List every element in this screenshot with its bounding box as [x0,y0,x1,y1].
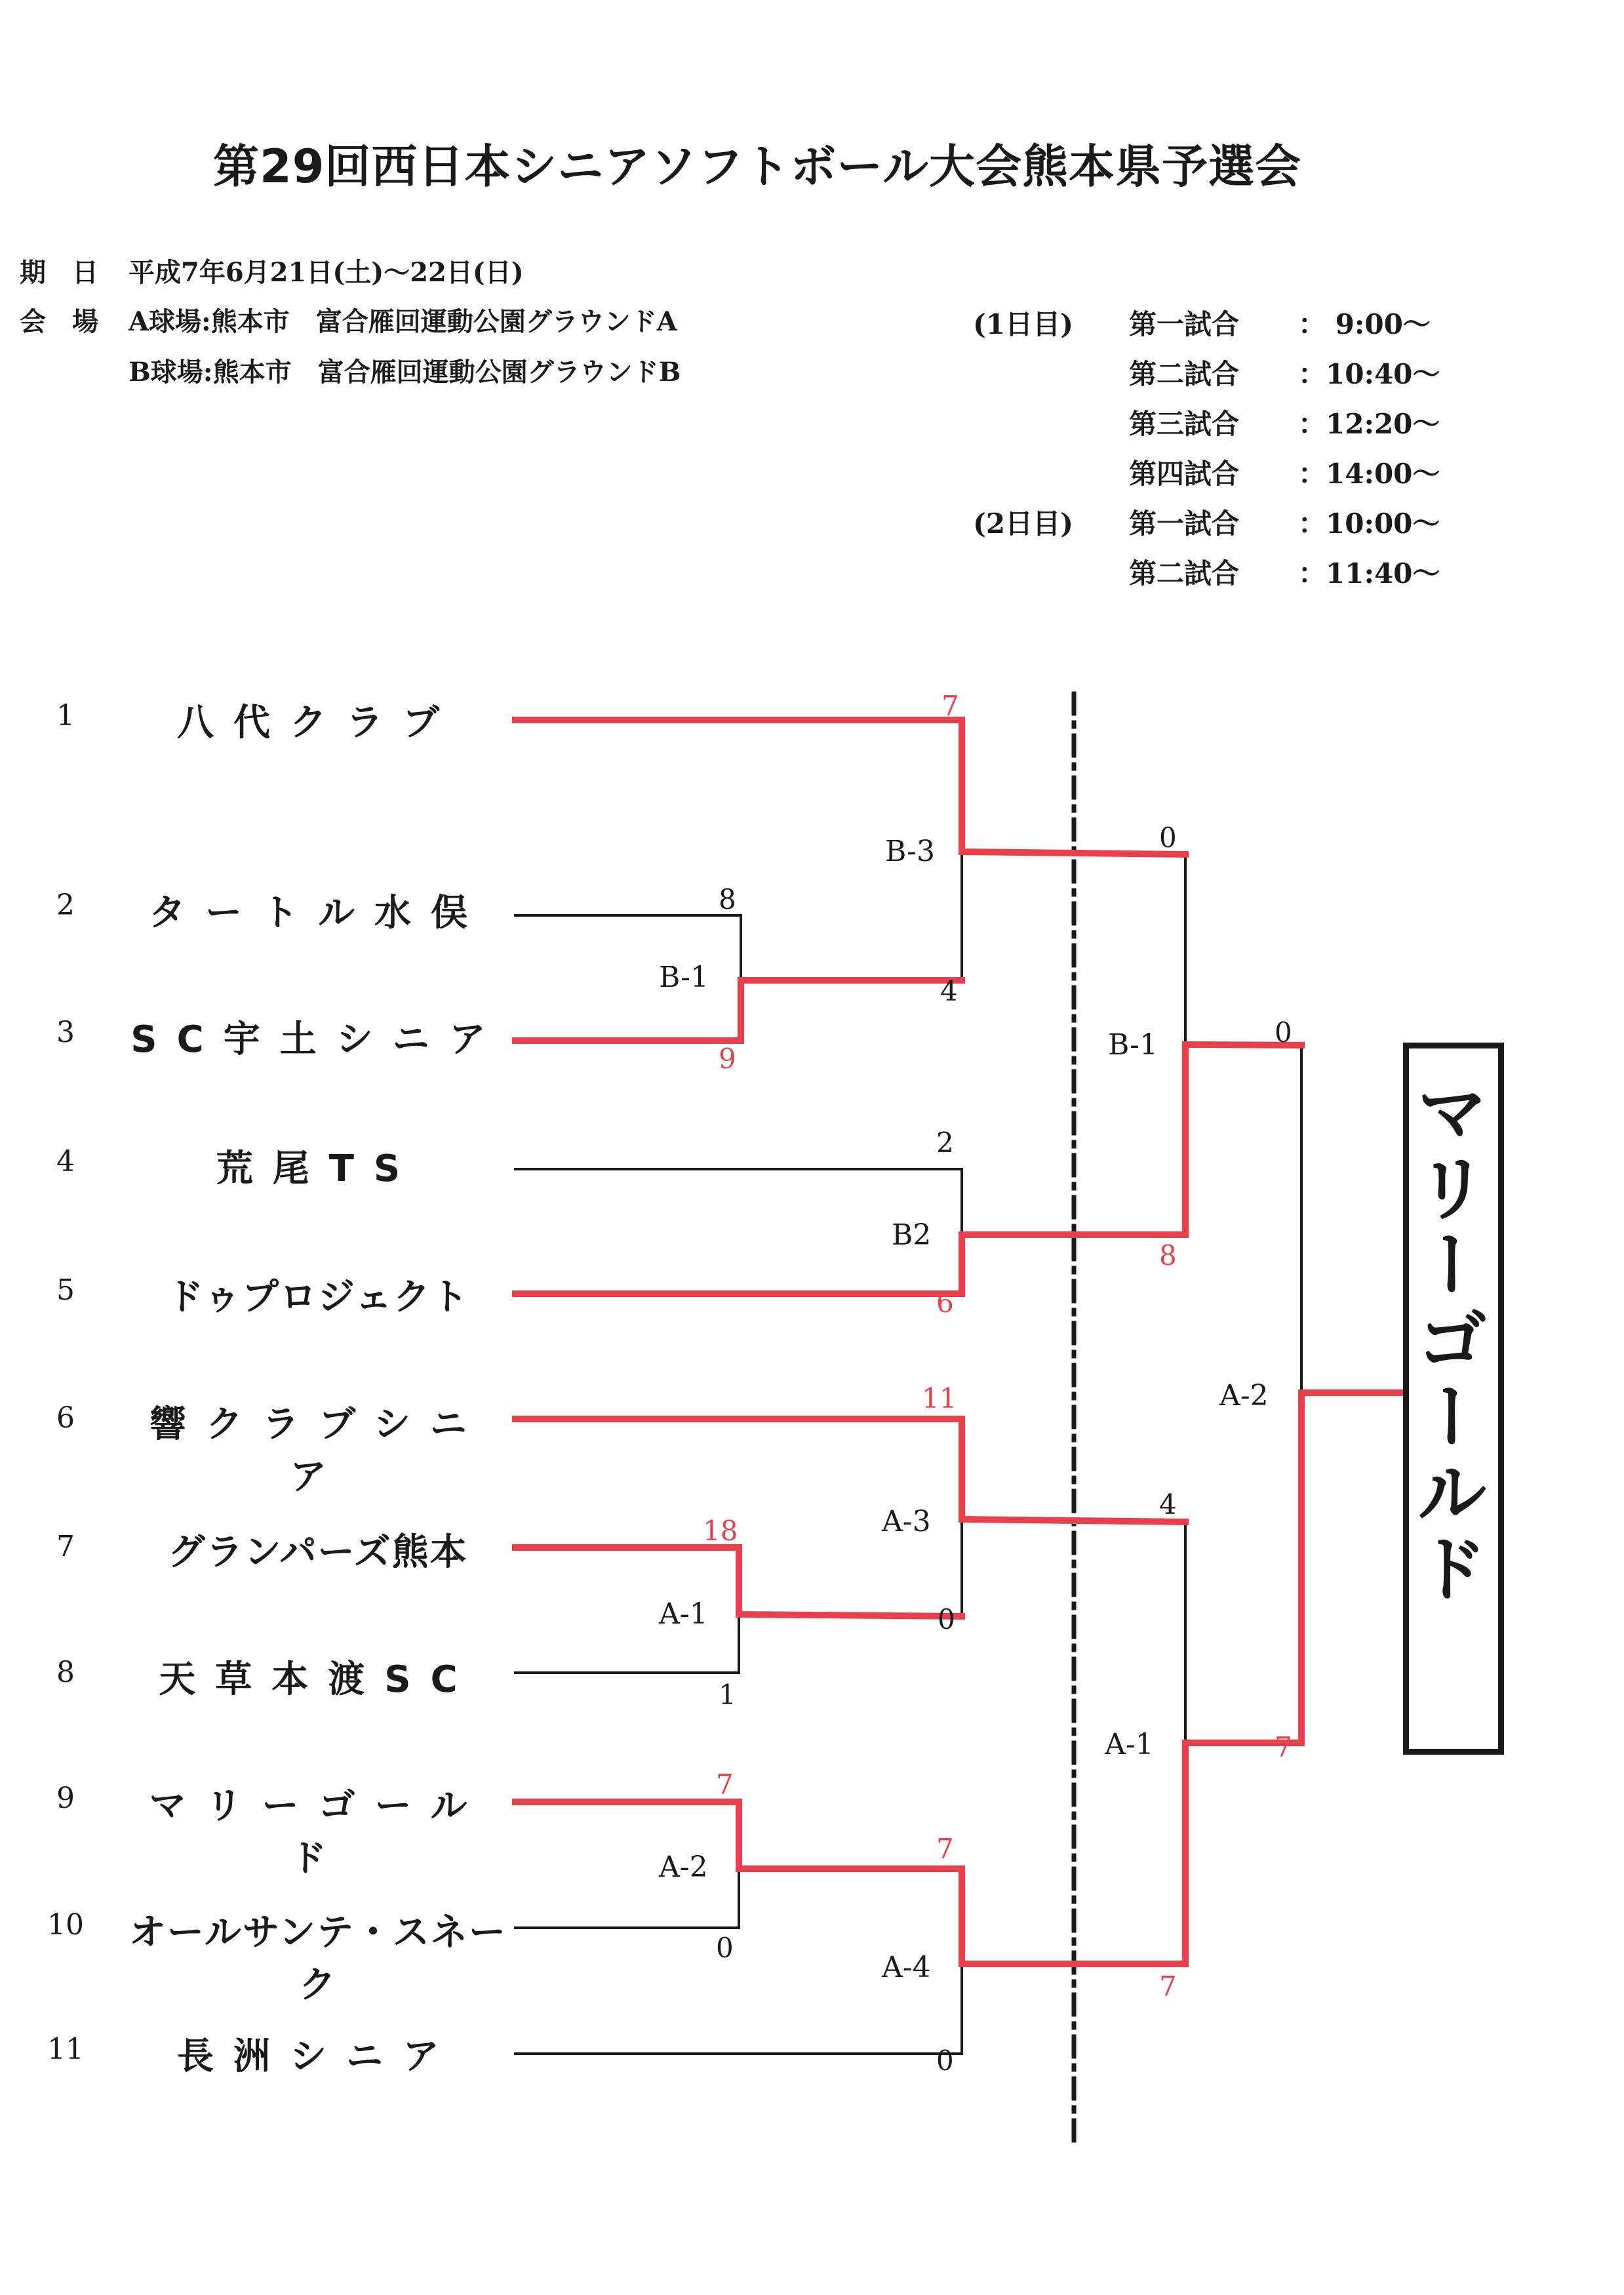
day1-label: (1日目) [973,308,1073,340]
seed-number: 5 [56,1273,75,1307]
venue-label: 会 場 [20,306,98,337]
champion-box [1403,1043,1504,1755]
seed-number: 1 [56,699,75,732]
match-label: A-1 [659,1597,708,1631]
score-winner: 11 [922,1382,957,1414]
score: 0 [938,1603,955,1635]
score-winner: 6 [936,1287,954,1319]
match-label: A-4 [882,1951,931,1984]
seed-number: 6 [56,1401,75,1435]
team-name: 八代クラブ [177,702,459,744]
score-winner: 9 [719,1043,736,1075]
score: 0 [1159,822,1177,854]
winner-path [515,980,962,1041]
team-name: 荒尾TS [216,1148,420,1190]
day1-game4: 第四試合 [1129,458,1240,490]
team-name: 響クラブシニア [149,1403,486,1498]
seed-number: 2 [56,888,75,922]
day1-time1: ： 9:00～ [1298,308,1431,340]
seed-number: 10 [47,1908,84,1942]
bracket-line [1180,854,1185,1045]
day2-game1: 第一試合 [1129,508,1240,540]
team-name: 天草本渡SC [159,1658,477,1701]
date-label: 期 日 [20,257,98,288]
score: 2 [936,1127,954,1159]
day2-time2: ：11:40～ [1298,557,1440,589]
date-value: 平成7年6月21日(土)～22日(日) [129,257,524,288]
score-winner: 7 [941,690,959,722]
score: 4 [1159,1488,1177,1521]
day2-label: (2日目) [973,508,1073,540]
match-label: B2 [892,1218,932,1252]
seed-number: 7 [56,1530,75,1563]
winner-path [515,1419,1185,1522]
day1-game1: 第一試合 [1129,308,1240,340]
team-name: 長洲シニア [177,2035,459,2078]
day1-game2: 第二試合 [1129,358,1240,390]
venue-a: A球場:熊本市 富合雁回運動公園グラウンドA [129,306,677,337]
seed-number: 11 [47,2033,84,2066]
team-name: オールサンテ・スネーク [129,1911,507,2006]
team-name: SC宇土シニア [130,1018,505,1061]
seed-number: 4 [56,1145,75,1178]
match-label: A-3 [882,1505,931,1538]
score: 0 [716,1932,734,1964]
day1-time3: ：12:20～ [1298,408,1440,440]
score-winner: 7 [1275,1731,1292,1763]
score: 0 [936,2045,954,2077]
score-winner: 7 [936,1833,954,1865]
document-title: 第29回西日本シニアソフトボール大会熊本県予選会 [212,140,1301,193]
match-label: A-2 [1219,1379,1269,1412]
score-winner: 7 [1159,1970,1177,2003]
bracket-line [1174,1522,1185,1743]
match-label: A-2 [659,1850,708,1884]
score: 8 [719,883,736,915]
day1-time2: ：10:40～ [1298,358,1440,390]
score: 4 [940,975,958,1007]
seed-number: 3 [56,1016,75,1049]
day2-time1: ：10:00～ [1298,508,1440,540]
team-name: タートル水俣 [149,892,487,934]
bracket-line [1292,1045,1301,1393]
match-label: B-1 [659,961,709,994]
winner-path [515,720,1185,854]
winner-path [515,1547,962,1616]
day1-game3: 第三試合 [1129,408,1240,440]
score-winner: 8 [1159,1239,1177,1271]
score-winner: 7 [716,1768,734,1801]
match-label: B-3 [885,835,936,868]
day1-time4: ：14:00～ [1298,458,1440,490]
score-winner: 18 [703,1515,738,1547]
match-label: A-1 [1105,1728,1154,1761]
champion-name: マリーゴールド [1404,1075,1488,1607]
score: 0 [1275,1016,1292,1048]
team-name: ドゥプロジェクト [167,1276,469,1319]
score: 1 [719,1679,736,1711]
day2-game2: 第二試合 [1129,557,1240,589]
seed-number: 8 [56,1656,75,1689]
venue-b: B球場:熊本市 富合雁回運動公園グラウンドB [129,357,681,388]
seed-number: 9 [56,1782,75,1815]
team-name: マリーゴールド [149,1785,487,1880]
match-label: B-1 [1108,1028,1159,1062]
team-name: グランパーズ熊本 [168,1531,468,1574]
